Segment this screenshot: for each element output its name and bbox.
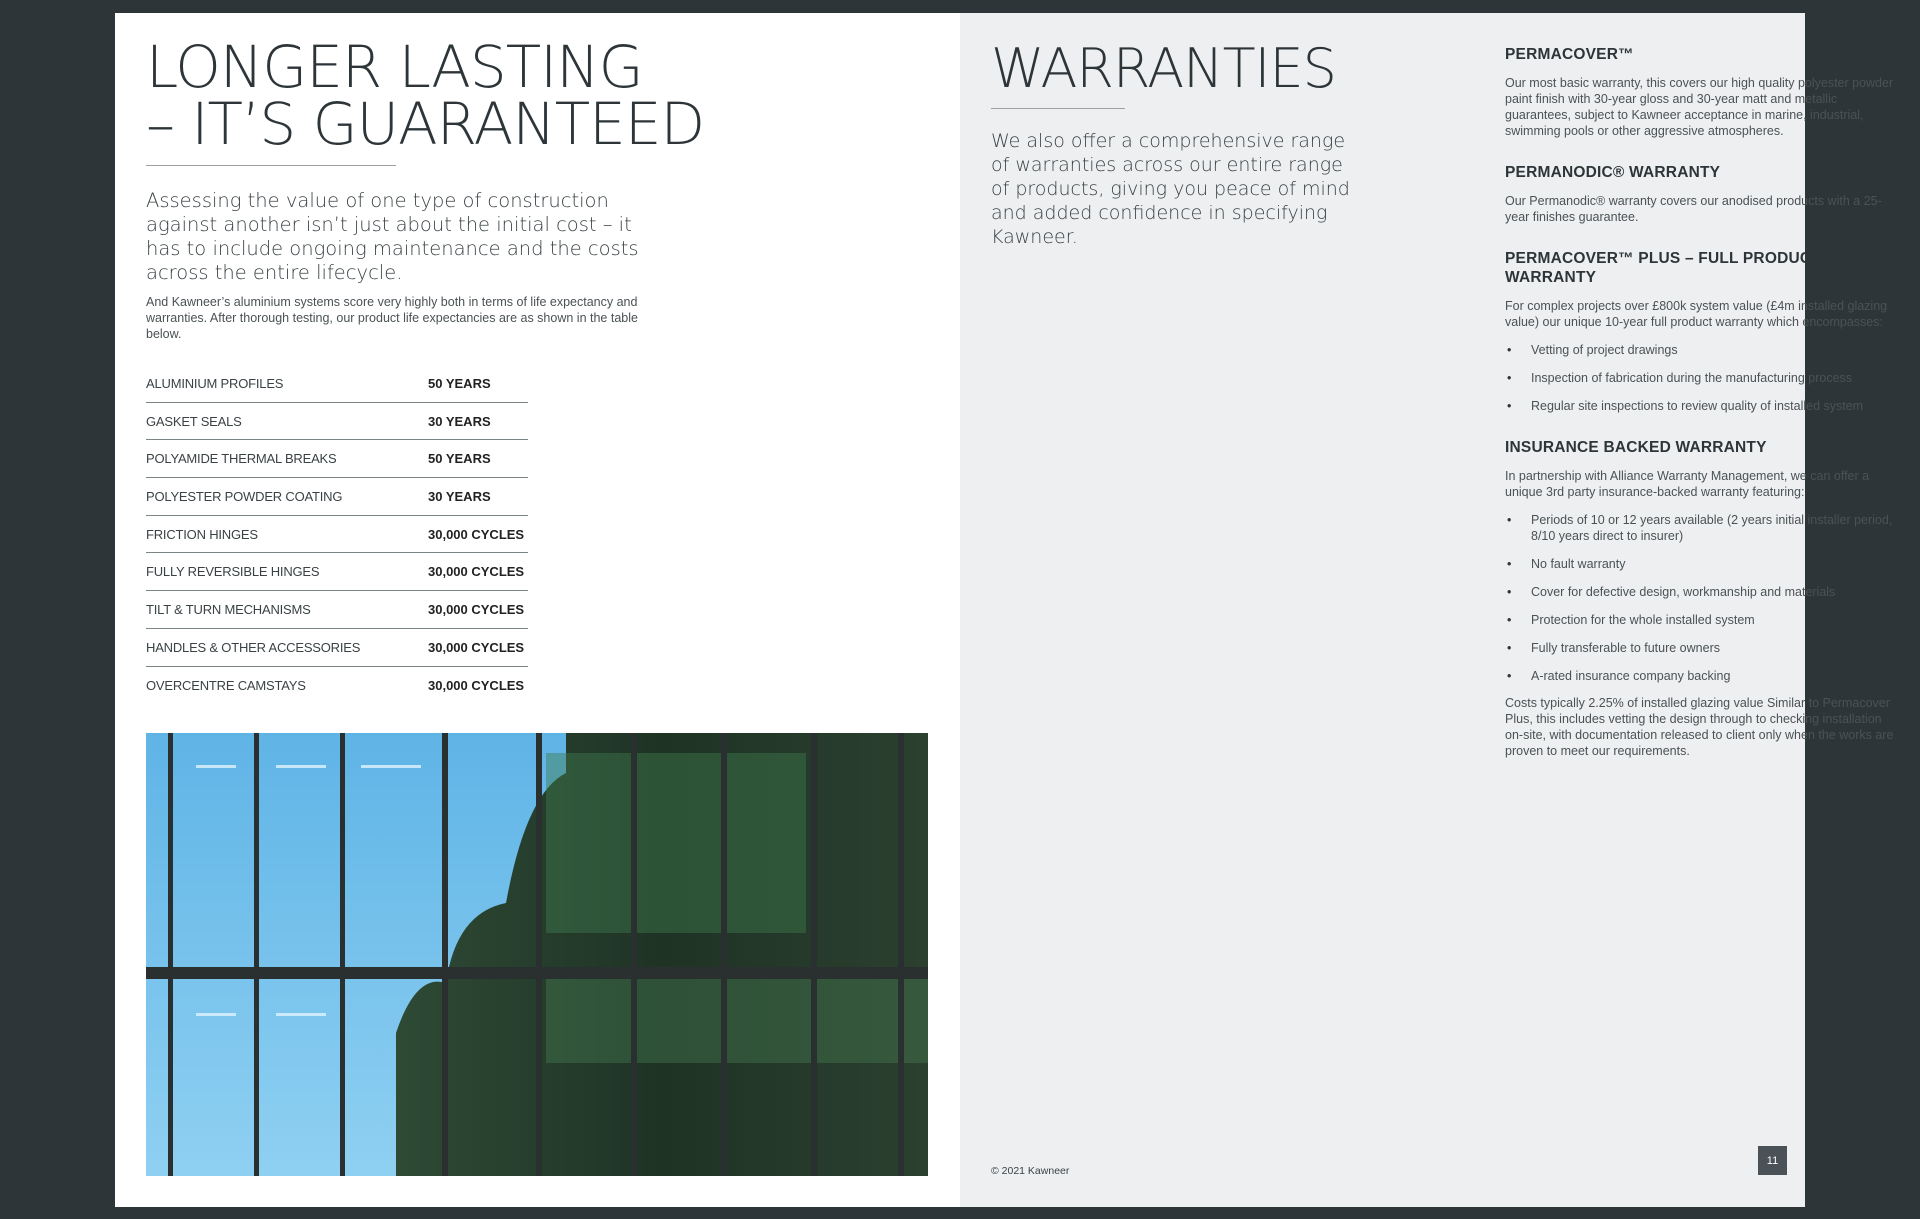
left-page (115, 13, 960, 1207)
insurance-list (1505, 512, 1895, 684)
right-page (960, 13, 1894, 1207)
row-label: FRICTION HINGES (146, 526, 258, 542)
insurance-footer-text: Costs typically 2.25% of installed glazing value Similar to Permacover Plus, this includes vetting the design through to checking installation on-site, with documentation released to client only when the works are proven to meet our requirements. (1505, 696, 1894, 758)
table-row (146, 667, 528, 705)
insurance-section (1505, 438, 1895, 759)
warranty-details-column (1505, 45, 1895, 783)
permacover-plus-list (1505, 342, 1895, 414)
row-label: POLYESTER POWDER COATING (146, 488, 343, 504)
table-row (146, 516, 528, 554)
page-title (146, 33, 705, 158)
row-label: ALUMINIUM PROFILES (146, 375, 284, 391)
permacover-text: Our most basic warranty, this covers our high quality polyester powder paint finish with 30-year gloss and 30-year matt and metallic guarantees, subject to Kawneer acceptance in marine, industrial, swimming pools or other aggressive atmospheres. (1505, 76, 1894, 138)
permacover-plus-heading: PERMACOVER™ PLUS – FULL PRODUCT WARRANTY (1505, 250, 1821, 286)
copyright: © 2021 Kawneer (991, 1165, 1070, 1177)
row-label: HANDLES & OTHER ACCESSORIES (146, 639, 361, 655)
row-value: 30 YEARS (428, 413, 491, 429)
table-row (146, 365, 528, 403)
row-value: 30,000 CYCLES (428, 677, 525, 693)
table-row (146, 553, 528, 591)
row-value: 30,000 CYCLES (428, 601, 525, 617)
permacover-plus-section (1505, 249, 1895, 414)
permacover-section (1505, 45, 1895, 139)
body-paragraph: And Kawneer’s aluminium systems score very highly both in terms of life expectancy and warranties. After thorough testing, our product life expectancies are as shown in the table below. (146, 295, 638, 341)
row-label: POLYAMIDE THERMAL BREAKS (146, 451, 337, 467)
row-value: 50 YEARS (428, 375, 491, 391)
warranties-intro: We also offer a comprehensive range of warranties across our entire range of products, giving you peace of mind and added confidence in specifying Kawneer. (991, 130, 1350, 248)
list-item: • No fault warranty (1505, 556, 1895, 572)
insurance-text: In partnership with Alliance Warranty Management, we can offer a unique 3rd party insurance-backed warranty featuring: (1505, 469, 1870, 499)
list-item: • A-rated insurance company backing (1505, 668, 1895, 684)
intro-paragraph: Assessing the value of one type of construction against another isn’t just about the initial cost – it has to include ongoing maintenance and the costs across the entire lifecycle. (146, 189, 639, 284)
list-item: • Vetting of project drawings (1505, 342, 1895, 358)
row-value: 30,000 CYCLES (428, 526, 525, 542)
glass-facade-photo (146, 733, 928, 1176)
facade-illustration (146, 733, 928, 1176)
row-value: 30,000 CYCLES (428, 639, 525, 655)
list-item: • Inspection of fabrication during the manufacturing process (1505, 370, 1895, 386)
brochure-spread (115, 13, 1894, 1207)
table-row (146, 478, 528, 516)
title-line-2: – IT’S GUARANTEED (146, 90, 705, 158)
warranties-divider (991, 108, 1125, 109)
list-item: • Protection for the whole installed system (1505, 612, 1895, 628)
insurance-heading: INSURANCE BACKED WARRANTY (1505, 439, 1767, 456)
row-label: GASKET SEALS (146, 413, 242, 429)
list-item: • Regular site inspections to review quality of installed system (1505, 398, 1895, 414)
list-item: • Fully transferable to future owners (1505, 640, 1895, 656)
warranties-title: WARRANTIES (991, 37, 1336, 100)
permanodic-section (1505, 163, 1895, 225)
life-expectancy-table (146, 365, 528, 704)
permacover-plus-text: For complex projects over £800k system value (£4m installed glazing value) our unique 10-year full product warranty which encompasses: (1505, 299, 1888, 329)
table-row (146, 440, 528, 478)
permanodic-heading: PERMANODIC® WARRANTY (1505, 164, 1721, 181)
permanodic-text: Our Permanodic® warranty covers our anodised products with a 25-year finishes guarantee. (1505, 194, 1882, 224)
row-label: TILT & TURN MECHANISMS (146, 601, 311, 617)
row-value: 30 YEARS (428, 488, 491, 504)
page-number: 11 (1758, 1146, 1787, 1175)
table-row (146, 591, 528, 629)
list-item: • Cover for defective design, workmanship and materials (1505, 584, 1895, 600)
permacover-heading: PERMACOVER™ (1505, 46, 1634, 63)
row-label: FULLY REVERSIBLE HINGES (146, 564, 320, 580)
row-value: 50 YEARS (428, 451, 491, 467)
table-row (146, 629, 528, 667)
row-value: 30,000 CYCLES (428, 564, 525, 580)
table-row (146, 403, 528, 441)
title-divider (146, 165, 396, 166)
list-item: • Periods of 10 or 12 years available (2 years initial installer period, 8/10 years direct to insurer) (1505, 512, 1895, 544)
row-label: OVERCENTRE CAMSTAYS (146, 677, 306, 693)
title-line-1: LONGER LASTING (146, 33, 643, 101)
